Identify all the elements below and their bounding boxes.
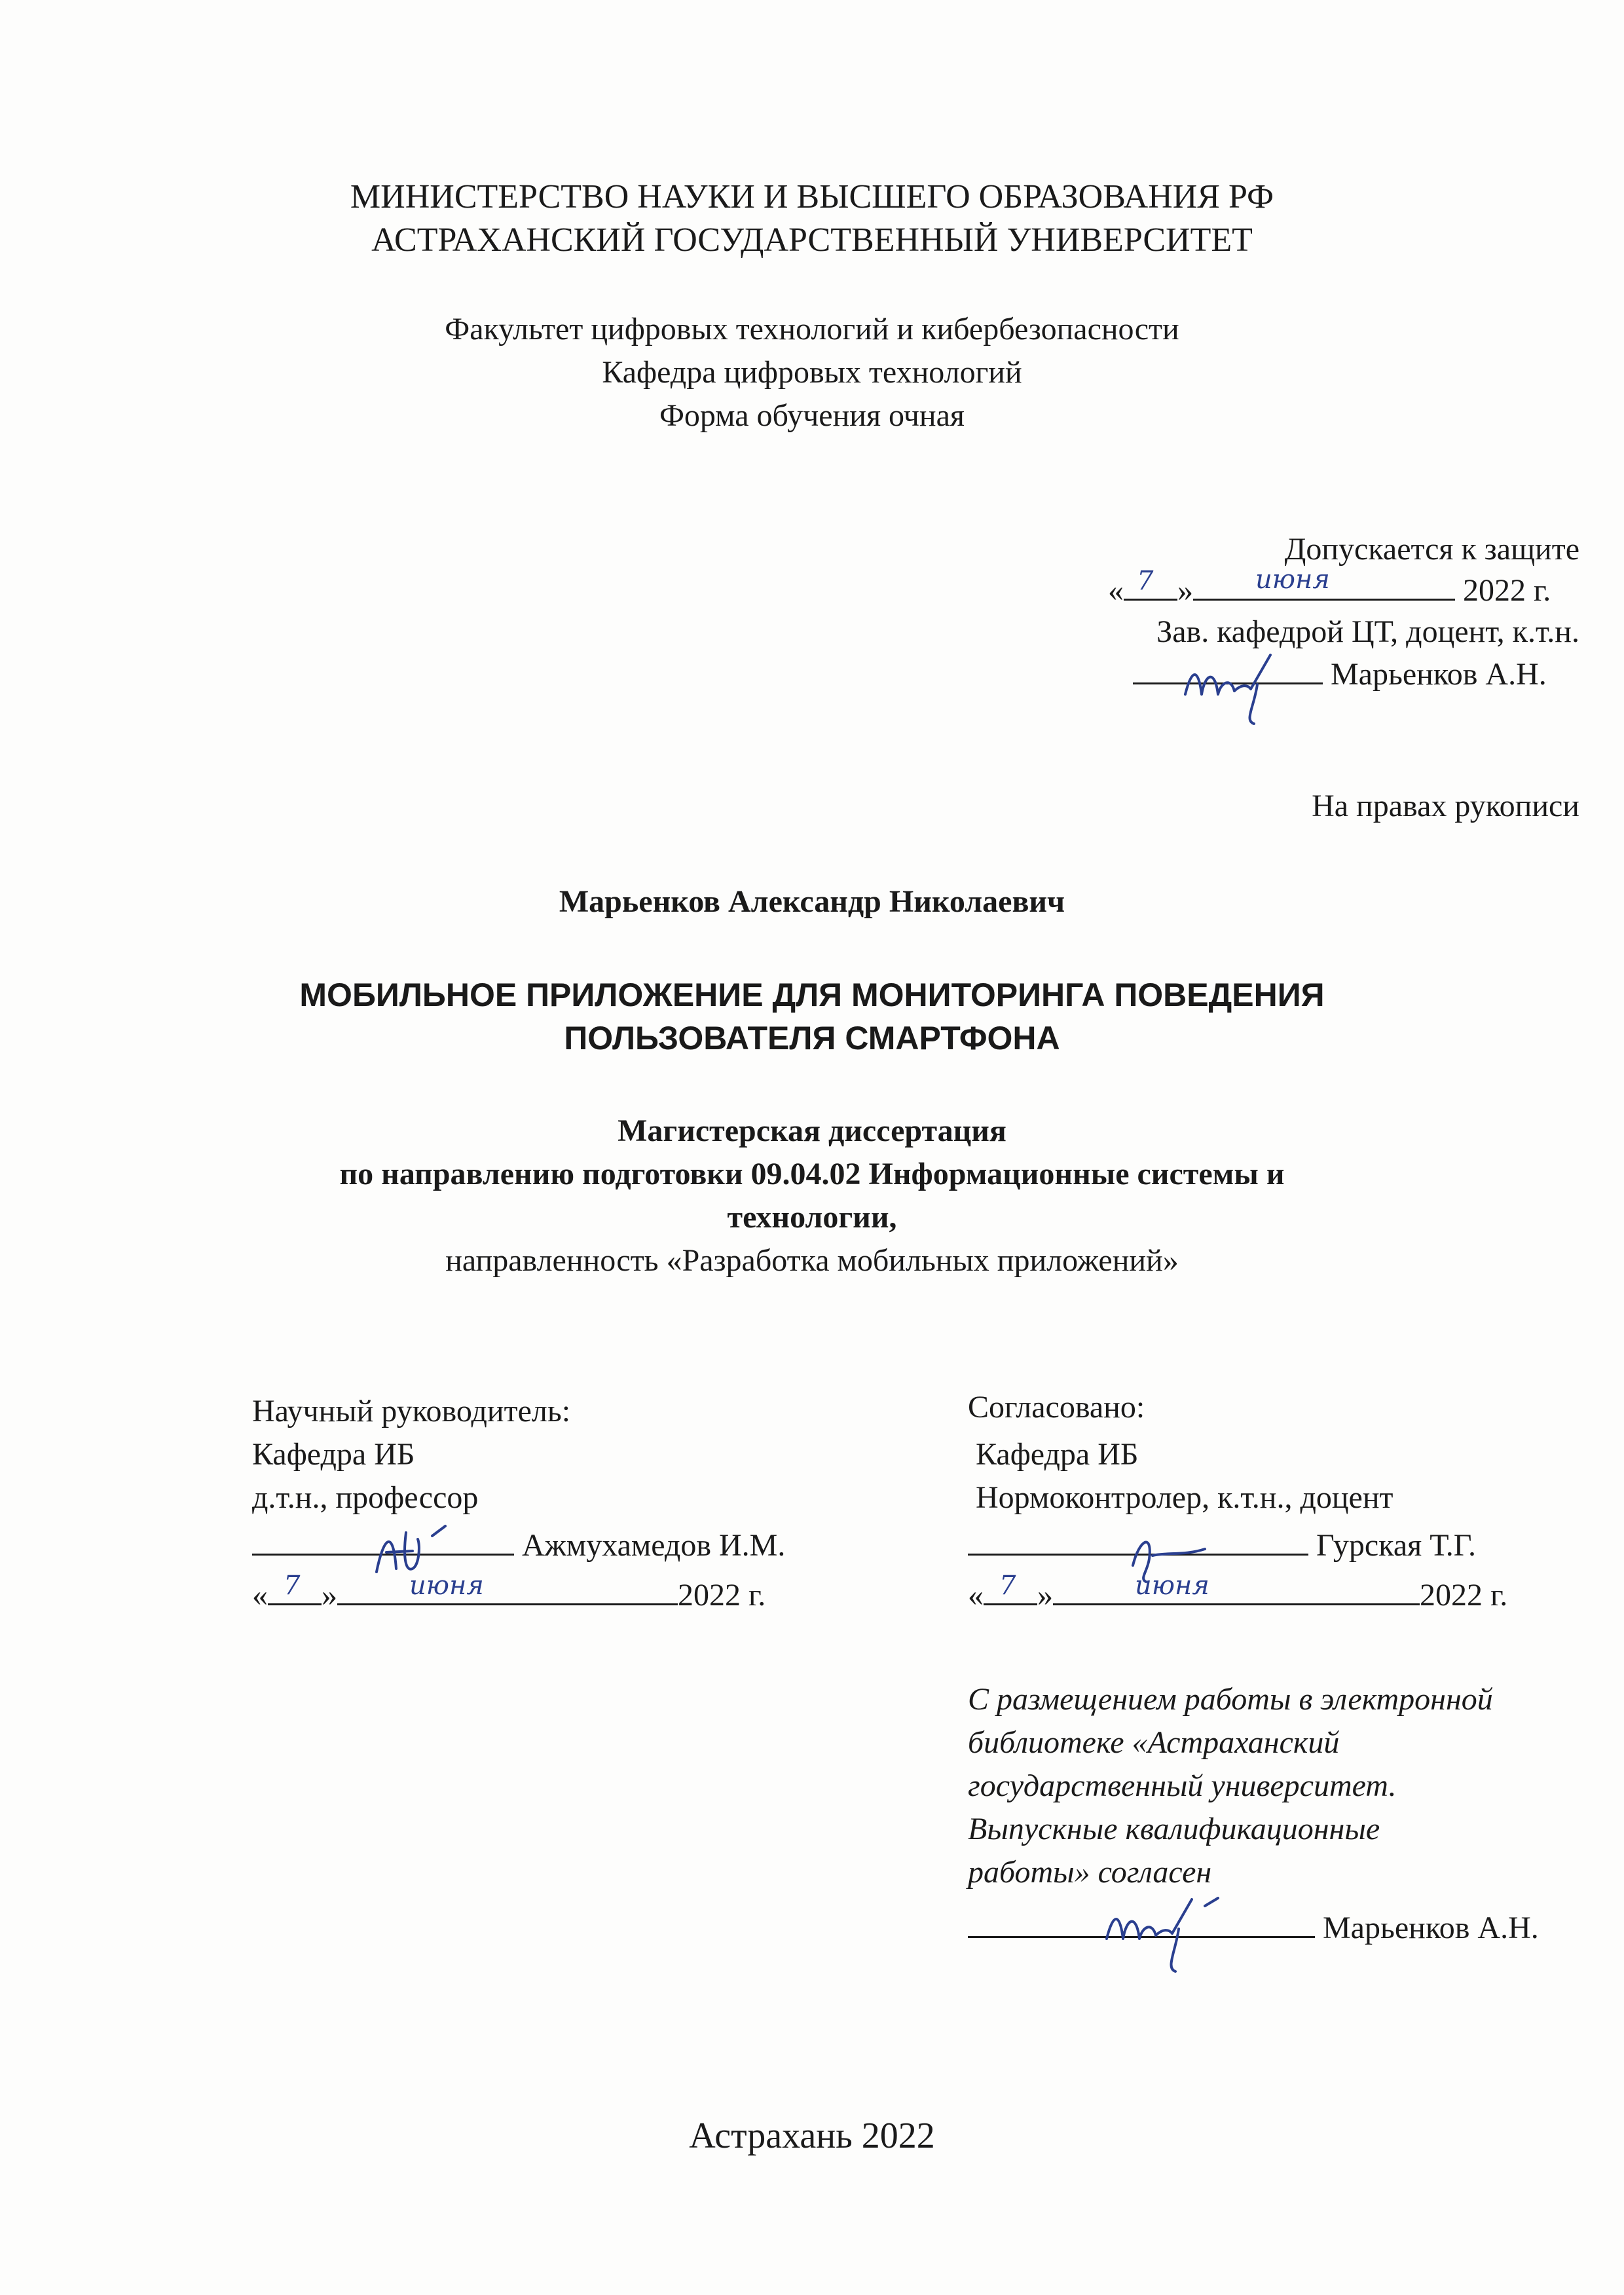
admitted-label: Допускается к защите (1284, 532, 1579, 567)
approval-day: 7 (1137, 566, 1154, 596)
agreed-department: Кафедра ИБ (976, 1437, 1139, 1472)
supervisor-month: июня (409, 1571, 484, 1601)
profile-line: направленность «Разработка мобильных приложений» (445, 1243, 1179, 1278)
consent-line3: государственный университет. (968, 1768, 1397, 1803)
approval-year: 2022 г. (1463, 573, 1551, 608)
supervisor-department: Кафедра ИБ (252, 1437, 415, 1472)
supervisor-day: 7 (284, 1571, 301, 1601)
consent-signature-line (968, 1906, 1539, 1950)
agreed-day: 7 (999, 1571, 1016, 1601)
supervisor-label: Научный руководитель: (252, 1394, 571, 1428)
supervisor-signature-line (252, 1523, 785, 1567)
agreed-month-field (1053, 1573, 1420, 1605)
consent-signature-mark (1100, 1880, 1244, 1978)
head-title: Зав. кафедрой ЦТ, доцент, к.т.н. (1156, 614, 1579, 649)
approval-date: « 7 » июня 2022 г. (1108, 569, 1551, 612)
university-line: АСТРАХАНСКИЙ ГОСУДАРСТВЕННЫЙ УНИВЕРСИТЕТ (371, 221, 1253, 259)
work-type: Магистерская диссертация (618, 1113, 1006, 1148)
agreed-year: 2022 г. (1420, 1578, 1508, 1613)
agreed-role: Нормоконтролер, к.т.н., доцент (976, 1480, 1393, 1515)
approval-month-field (1193, 565, 1455, 601)
agreed-month: июня (1135, 1571, 1209, 1601)
thesis-title-line1: МОБИЛЬНОЕ ПРИЛОЖЕНИЕ ДЛЯ МОНИТОРИНГА ПОВЕДЕНИЯ (299, 977, 1325, 1013)
agreed-day-field (984, 1573, 1037, 1605)
approval-month: июня (1255, 565, 1330, 595)
consent-name: Марьенков А.Н. (1323, 1911, 1539, 1945)
supervisor-year: 2022 г. (678, 1578, 766, 1613)
thesis-title-line2: ПОЛЬЗОВАТЕЛЯ СМАРТФОНА (564, 1020, 1060, 1056)
supervisor-degree: д.т.н., профессор (252, 1480, 479, 1515)
footer-city-year: Астрахань 2022 (689, 2116, 935, 2156)
consent-line2: библиотеке «Астраханский (968, 1725, 1340, 1760)
consent-line4: Выпускные квалификационные (968, 1812, 1380, 1846)
consent-line5: работы» согласен (968, 1855, 1212, 1890)
agreed-name: Гурская Т.Г. (1316, 1528, 1477, 1563)
department-line: Кафедра цифровых технологий (602, 355, 1022, 390)
study-form-line: Форма обучения очная (659, 398, 965, 433)
agreed-date: « 7 » июня 2022 г. (968, 1573, 1507, 1617)
head-signature-mark (1179, 648, 1297, 727)
ministry-line: МИНИСТЕРСТВО НАУКИ И ВЫСШЕГО ОБРАЗОВАНИЯ РФ (350, 178, 1274, 215)
supervisor-date: « 7 » июня 2022 г. (252, 1573, 766, 1617)
agreed-label: Согласовано: (968, 1390, 1145, 1425)
supervisor-month-field (337, 1573, 678, 1605)
approval-day-field (1124, 566, 1177, 601)
manuscript-note: На правах рукописи (1312, 789, 1579, 823)
supervisor-name: Ажмухамедов И.М. (522, 1528, 786, 1563)
direction-line2: технологии, (727, 1200, 897, 1235)
consent-line1: С размещением работы в электронной (968, 1682, 1493, 1717)
author-name: Марьенков Александр Николаевич (559, 884, 1065, 919)
faculty-line: Факультет цифровых технологий и кибербезопасности (445, 312, 1179, 346)
supervisor-day-field (268, 1573, 322, 1605)
head-name: Марьенков А.Н. (1331, 657, 1547, 692)
direction-line1: по направлению подготовки 09.04.02 Информационные системы и (339, 1157, 1285, 1191)
